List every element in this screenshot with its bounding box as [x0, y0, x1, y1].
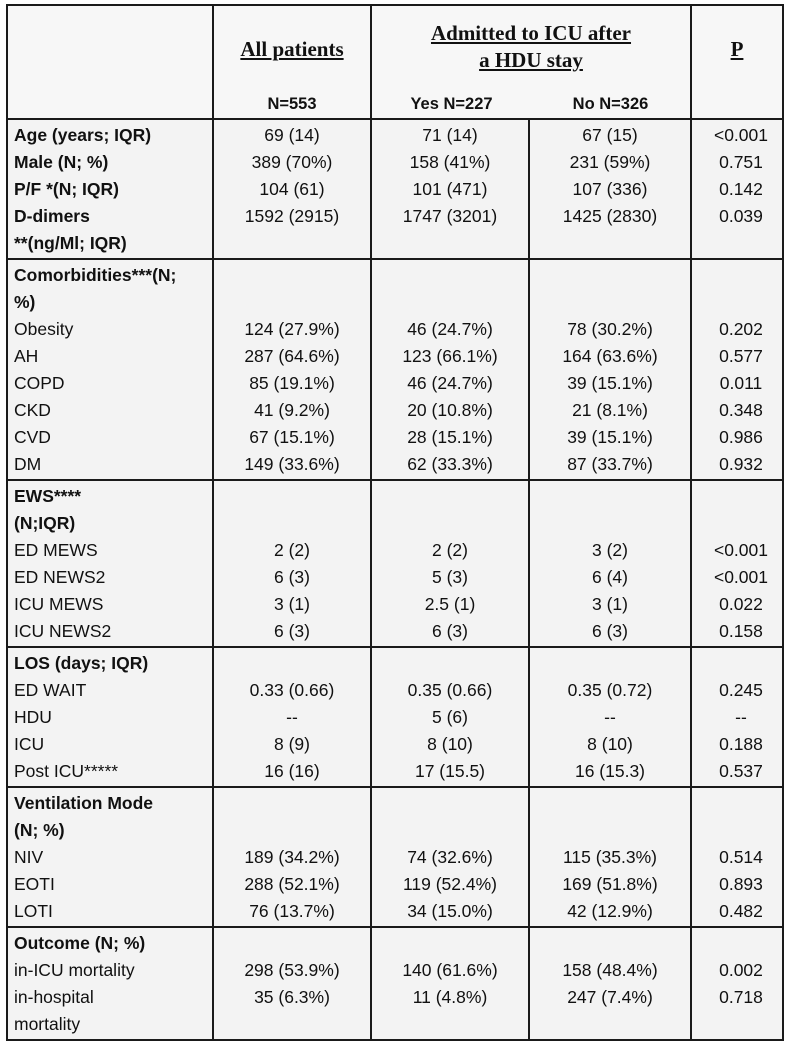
blank-line — [372, 930, 528, 957]
section-heading: (N; %) — [14, 820, 65, 840]
cell-value: 169 (51.8%) — [562, 874, 658, 894]
table-row — [7, 927, 783, 1040]
cell-value: 288 (52.1%) — [244, 874, 340, 894]
p-value: 0.039 — [719, 206, 763, 226]
table-section — [7, 647, 783, 787]
p-value: 0.482 — [719, 901, 763, 921]
header-p-value — [691, 5, 783, 119]
blank-line — [692, 483, 782, 510]
blank-line — [530, 510, 690, 537]
row-labels-cell — [7, 787, 213, 927]
blank-line — [372, 790, 528, 817]
cell-value: 298 (53.9%) — [244, 960, 340, 980]
cell-value: 20 (10.8%) — [407, 400, 493, 420]
table-row — [7, 259, 783, 480]
admitted-yes-cell — [371, 259, 529, 480]
cell-value: 46 (24.7%) — [407, 373, 493, 393]
row-label: ICU NEWS2 — [14, 621, 112, 641]
cell-value: 87 (33.7%) — [567, 454, 653, 474]
table-row — [7, 787, 783, 927]
admitted-no-n: No N=326 — [572, 95, 649, 113]
cell-value: 8 (10) — [587, 734, 633, 754]
section-heading: %) — [14, 292, 36, 312]
all-patients-n: N=553 — [267, 95, 317, 113]
p-value: 0.158 — [719, 621, 763, 641]
admitted-yes-cell — [371, 119, 529, 259]
p-value: 0.932 — [719, 454, 763, 474]
cell-value: 21 (8.1%) — [572, 400, 648, 420]
cell-value: 39 (15.1%) — [567, 427, 653, 447]
row-label: ICU — [14, 734, 45, 754]
cell-value: 287 (64.6%) — [244, 346, 340, 366]
cell-value: 107 (336) — [572, 179, 648, 199]
cell-value: 6 (3) — [274, 621, 310, 641]
blank-line — [692, 289, 782, 316]
section-heading: LOS (days; IQR) — [14, 653, 149, 673]
row-label: CVD — [14, 427, 51, 447]
cell-value: 6 (3) — [432, 621, 468, 641]
p-value: 0.002 — [719, 960, 763, 980]
all-patients-cell — [213, 480, 371, 647]
cell-value: 104 (61) — [259, 179, 325, 199]
cell-value: 123 (66.1%) — [402, 346, 498, 366]
cell-value: 35 (6.3%) — [254, 987, 330, 1007]
cell-value: 231 (59%) — [569, 152, 651, 172]
row-label: in-hospital — [14, 987, 94, 1007]
p-value: <0.001 — [713, 540, 768, 560]
all-patients-cell — [213, 647, 371, 787]
p-value-cell — [691, 647, 783, 787]
table-header-row — [7, 5, 783, 119]
section-heading: (N;IQR) — [14, 513, 76, 533]
section-heading: Ventilation Mode — [14, 793, 154, 813]
blank-line — [214, 289, 370, 316]
cell-value: 1747 (3201) — [402, 206, 498, 226]
blank-line — [530, 650, 690, 677]
cell-value: 71 (14) — [422, 125, 478, 145]
row-labels-cell — [7, 480, 213, 647]
blank-line — [692, 1011, 782, 1038]
cell-value: -- — [286, 707, 298, 727]
blank-line — [692, 817, 782, 844]
cell-value: 6 (4) — [592, 567, 628, 587]
cell-value: 39 (15.1%) — [567, 373, 653, 393]
admitted-yes-cell — [371, 480, 529, 647]
cell-value: 189 (34.2%) — [244, 847, 340, 867]
blank-line — [530, 262, 690, 289]
cell-value: 2 (2) — [432, 540, 468, 560]
table-section — [7, 259, 783, 480]
row-label: **(ng/Ml; IQR) — [14, 233, 127, 253]
cell-value: 28 (15.1%) — [407, 427, 493, 447]
p-value: 0.011 — [719, 373, 763, 393]
blank-line — [692, 790, 782, 817]
table-section — [7, 927, 783, 1040]
admitted-icu-title — [372, 20, 690, 74]
blank-line — [372, 1011, 528, 1038]
patient-characteristics-table — [6, 4, 784, 1041]
row-label: Obesity — [14, 319, 74, 339]
cell-value: 158 (41%) — [409, 152, 491, 172]
cell-value: 34 (15.0%) — [407, 901, 493, 921]
row-label: ED WAIT — [14, 680, 87, 700]
blank-line — [692, 262, 782, 289]
header-all-patients — [213, 5, 371, 119]
blank-line — [530, 817, 690, 844]
admitted-no-cell — [529, 259, 691, 480]
row-label: ED NEWS2 — [14, 567, 106, 587]
blank-line — [372, 483, 528, 510]
p-value: 0.514 — [719, 847, 763, 867]
row-labels-cell — [7, 927, 213, 1040]
cell-value: 46 (24.7%) — [407, 319, 493, 339]
header-admitted-icu — [371, 5, 691, 119]
blank-line — [214, 1011, 370, 1038]
admitted-no-cell — [529, 480, 691, 647]
cell-value: 16 (16) — [264, 761, 320, 781]
cell-value: 101 (471) — [412, 179, 488, 199]
blank-line — [530, 289, 690, 316]
p-value: 0.577 — [719, 346, 763, 366]
blank-line — [692, 930, 782, 957]
p-value: 0.188 — [719, 734, 763, 754]
p-value-cell — [691, 927, 783, 1040]
p-value: 0.142 — [719, 179, 763, 199]
row-label: Post ICU***** — [14, 761, 119, 781]
cell-value: 62 (33.3%) — [407, 454, 493, 474]
admitted-no-cell — [529, 787, 691, 927]
row-label: in-ICU mortality — [14, 960, 135, 980]
cell-value: 69 (14) — [264, 125, 320, 145]
p-value-title: P — [730, 37, 744, 61]
cell-value: 16 (15.3) — [574, 761, 646, 781]
blank-line — [214, 262, 370, 289]
cell-value: 115 (35.3%) — [562, 847, 658, 867]
row-labels-cell — [7, 259, 213, 480]
blank-line — [214, 790, 370, 817]
table-row — [7, 647, 783, 787]
p-value: 0.893 — [719, 874, 763, 894]
cell-value: 41 (9.2%) — [254, 400, 330, 420]
cell-value: 67 (15.1%) — [249, 427, 335, 447]
cell-value: 3 (1) — [274, 594, 310, 614]
table-row — [7, 480, 783, 647]
row-label: Age (years; IQR) — [14, 125, 152, 145]
p-value-cell — [691, 480, 783, 647]
blank-line — [530, 930, 690, 957]
p-value: 0.986 — [719, 427, 763, 447]
row-label: P/F *(N; IQR) — [14, 179, 119, 199]
blank-line — [214, 230, 370, 257]
cell-value: 8 (10) — [427, 734, 473, 754]
admitted-no-cell — [529, 119, 691, 259]
cell-value: 389 (70%) — [251, 152, 333, 172]
cell-value: 74 (32.6%) — [407, 847, 493, 867]
blank-line — [530, 230, 690, 257]
admitted-no-cell — [529, 927, 691, 1040]
all-patients-cell — [213, 119, 371, 259]
admitted-title-line1: Admitted to ICU after — [430, 21, 632, 45]
cell-value: 6 (3) — [592, 621, 628, 641]
blank-line — [692, 510, 782, 537]
cell-value: 0.35 (0.66) — [407, 680, 493, 700]
row-label: CKD — [14, 400, 51, 420]
blank-line — [214, 930, 370, 957]
row-label: EOTI — [14, 874, 55, 894]
row-label: AH — [14, 346, 39, 366]
cell-value: 149 (33.6%) — [244, 454, 340, 474]
all-patients-cell — [213, 787, 371, 927]
cell-value: 2 (2) — [274, 540, 310, 560]
row-label: LOTI — [14, 901, 53, 921]
p-value: 0.245 — [719, 680, 763, 700]
row-labels-cell — [7, 647, 213, 787]
table-section — [7, 480, 783, 647]
table-section — [7, 787, 783, 927]
section-heading: Comorbidities***(N; — [14, 265, 177, 285]
section-heading: Outcome (N; %) — [14, 933, 146, 953]
blank-line — [530, 483, 690, 510]
row-label: D-dimers — [14, 206, 90, 226]
row-labels-cell — [7, 119, 213, 259]
cell-value: 0.33 (0.66) — [249, 680, 335, 700]
all-patients-cell — [213, 259, 371, 480]
blank-line — [372, 262, 528, 289]
blank-line — [692, 650, 782, 677]
blank-line — [530, 1011, 690, 1038]
cell-value: 6 (3) — [274, 567, 310, 587]
cell-value: 247 (7.4%) — [567, 987, 653, 1007]
cell-value: 42 (12.9%) — [567, 901, 653, 921]
blank-line — [372, 510, 528, 537]
admitted-yes-cell — [371, 647, 529, 787]
row-label: COPD — [14, 373, 65, 393]
p-value: 0.202 — [719, 319, 763, 339]
p-value-cell — [691, 787, 783, 927]
admitted-yes-cell — [371, 927, 529, 1040]
blank-line — [214, 483, 370, 510]
header-empty-cell — [7, 5, 213, 119]
blank-line — [372, 817, 528, 844]
row-label: ICU MEWS — [14, 594, 104, 614]
row-label: DM — [14, 454, 42, 474]
all-patients-cell — [213, 927, 371, 1040]
p-value: <0.001 — [713, 567, 768, 587]
cell-value: 158 (48.4%) — [562, 960, 658, 980]
p-value: 0.022 — [719, 594, 763, 614]
cell-value: 8 (9) — [274, 734, 310, 754]
blank-line — [692, 230, 782, 257]
admitted-title-line2: a HDU stay — [479, 48, 583, 72]
p-value: 0.751 — [719, 152, 763, 172]
blank-line — [372, 230, 528, 257]
table-section — [7, 119, 783, 259]
blank-line — [372, 289, 528, 316]
p-value: <0.001 — [713, 125, 768, 145]
cell-value: 78 (30.2%) — [567, 319, 653, 339]
cell-value: 67 (15) — [582, 125, 638, 145]
row-label: HDU — [14, 707, 52, 727]
cell-value: 119 (52.4%) — [402, 874, 498, 894]
cell-value: 11 (4.8%) — [412, 987, 488, 1007]
cell-value: 124 (27.9%) — [244, 319, 340, 339]
admitted-yes-cell — [371, 787, 529, 927]
cell-value: 3 (2) — [592, 540, 628, 560]
blank-line — [530, 790, 690, 817]
row-label: ED MEWS — [14, 540, 98, 560]
blank-line — [214, 817, 370, 844]
admitted-yes-n: Yes N=227 — [410, 95, 493, 113]
cell-value: 5 (6) — [432, 707, 468, 727]
all-patients-title: All patients — [240, 37, 344, 61]
p-value-cell — [691, 259, 783, 480]
cell-value: -- — [604, 707, 616, 727]
cell-value: 1592 (2915) — [244, 206, 340, 226]
cell-value: 76 (13.7%) — [249, 901, 335, 921]
cell-value: 140 (61.6%) — [402, 960, 498, 980]
table-row — [7, 119, 783, 259]
admitted-no-cell — [529, 647, 691, 787]
blank-line — [372, 650, 528, 677]
blank-line — [214, 650, 370, 677]
cell-value: 5 (3) — [432, 567, 468, 587]
section-heading: EWS**** — [14, 486, 82, 506]
cell-value: 85 (19.1%) — [249, 373, 335, 393]
row-label: mortality — [14, 1014, 81, 1034]
p-value: 0.348 — [719, 400, 763, 420]
blank-line — [214, 510, 370, 537]
cell-value: 17 (15.5) — [414, 761, 486, 781]
row-label: NIV — [14, 847, 44, 867]
row-label: Male (N; %) — [14, 152, 109, 172]
p-value: 0.718 — [719, 987, 763, 1007]
cell-value: 0.35 (0.72) — [567, 680, 653, 700]
p-value: 0.537 — [719, 761, 763, 781]
cell-value: 2.5 (1) — [424, 594, 476, 614]
p-value-cell — [691, 119, 783, 259]
cell-value: 1425 (2830) — [562, 206, 658, 226]
cell-value: 164 (63.6%) — [562, 346, 658, 366]
cell-value: 3 (1) — [592, 594, 628, 614]
p-value: -- — [735, 707, 747, 727]
